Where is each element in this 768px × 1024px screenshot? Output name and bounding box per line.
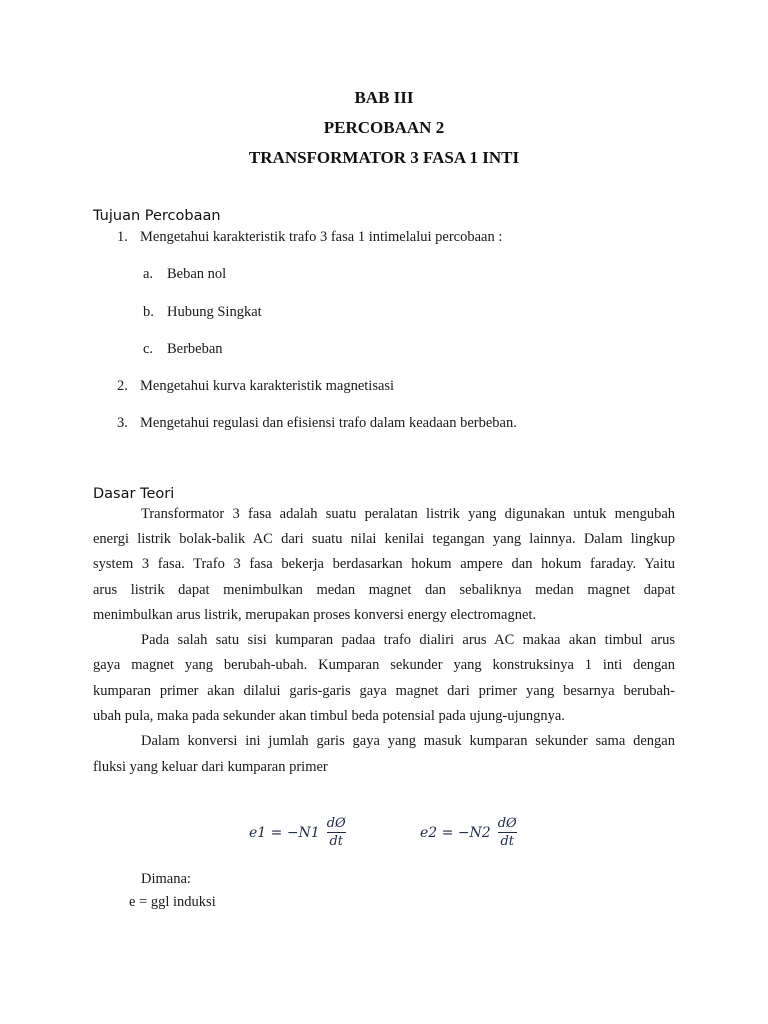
sub-list-letter: c.	[143, 341, 154, 357]
fraction-denominator: dt	[329, 834, 343, 849]
paragraph-line: Dalam konversi ini jumlah garis gaya yang masuk kumparan sekunder sama dengan	[141, 733, 675, 749]
fraction	[498, 816, 517, 849]
paragraph-line: gaya magnet yang berubah-ubah. Kumparan sekunder yang konstruksinya 1 inti dengan	[93, 657, 675, 673]
list-number: 1.	[117, 229, 128, 245]
document-subject-title: TRANSFORMATOR 3 FASA 1 INTI	[248, 148, 520, 167]
sub-list-letter: a.	[143, 266, 154, 282]
paragraph-line: menimbulkan arus listrik, merupakan proses konversi energy electromagnet.	[93, 607, 537, 623]
paragraph-line: fluksi yang keluar dari kumparan primer	[93, 759, 328, 775]
paragraph-line: arus listrik dapat menimbulkan medan magnet dan sebaliknya medan magnet dapat	[93, 582, 675, 598]
fraction-denominator: dt	[500, 834, 514, 849]
equation-e2	[420, 816, 517, 849]
paragraph-line: ubah pula, maka pada sekunder akan timbul beda potensial pada ujung-ujungnya.	[93, 708, 565, 724]
dimana-label: Dimana:	[141, 871, 191, 887]
fraction-bar	[327, 832, 346, 833]
list-item: Mengetahui kurva karakteristik magnetisasi	[140, 378, 395, 394]
fraction-bar	[498, 832, 517, 833]
sub-list-item: Beban nol	[167, 266, 227, 282]
sub-list-item: Hubung Singkat	[167, 304, 262, 320]
equation-lhs: e1 = −N1	[249, 824, 320, 841]
list-item: Mengetahui karakteristik trafo 3 fasa 1 intimelalui percobaan :	[140, 229, 503, 245]
fraction-numerator: dØ	[326, 816, 346, 831]
definition-line: e = ggl induksi	[129, 894, 216, 910]
fraction	[327, 816, 346, 849]
sub-list-letter: b.	[143, 304, 154, 320]
paragraph-line: Pada salah satu sisi kumparan padaa trafo dialiri arus AC makaa akan timbul arus	[141, 632, 675, 648]
tujuan-heading: Tujuan Percobaan	[93, 208, 221, 224]
dasar-teori-heading: Dasar Teori	[93, 486, 175, 502]
equation-lhs: e2 = −N2	[420, 824, 491, 841]
list-number: 2.	[117, 378, 128, 394]
chapter-title: BAB III	[354, 88, 414, 107]
paragraph-line: kumparan primer akan dilalui garis-garis gaya magnet dari primer yang besarnya berubah-	[93, 683, 675, 699]
list-item: Mengetahui regulasi dan efisiensi trafo dalam keadaan berbeban.	[140, 415, 517, 431]
equation-e1	[249, 816, 346, 849]
experiment-title: PERCOBAAN 2	[323, 118, 445, 137]
paragraph-line: system 3 fasa. Trafo 3 fasa bekerja berdasarkan hokum ampere dan hokum faraday. Yaitu	[93, 556, 675, 572]
paragraph-line: Transformator 3 fasa adalah suatu peralatan listrik yang digunakan untuk mengubah	[141, 506, 675, 522]
list-number: 3.	[117, 415, 128, 431]
sub-list-item: Berbeban	[167, 341, 223, 357]
paragraph-line: energi listrik bolak-balik AC dari suatu nilai kenilai tegangan yang lainnya. Dalam lingkup	[93, 531, 675, 547]
fraction-numerator: dØ	[497, 816, 517, 831]
